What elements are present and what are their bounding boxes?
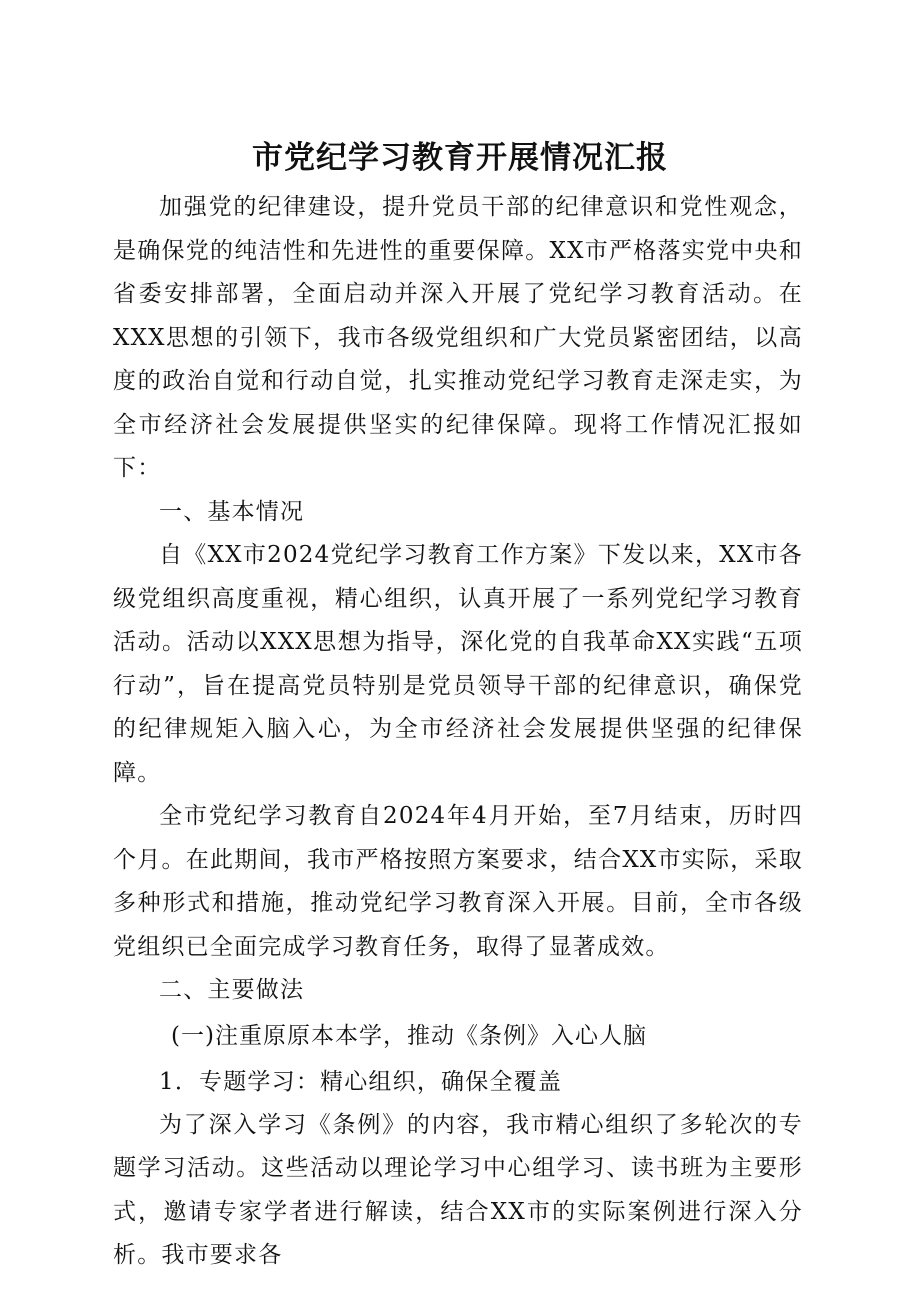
item-heading-1: 1．专题学习：精心组织，确保全覆盖 — [159, 1068, 563, 1095]
section-heading-main-practices: 二、主要做法 — [159, 977, 305, 1003]
section-heading-basic-situation: 一、基本情况 — [159, 498, 305, 525]
item1-paragraph: 为了深入学习《条例》的内容，我市精心组织了多轮次的专题学习活动。这些活动以理论学习中心组学习、读书班为主要形式，邀请专家学者进行解读，结合XX市的实际案例进行深入分析。我市要求各 — [113, 1111, 803, 1268]
section1-paragraph-1: 自《XX市2024党纪学习教育工作方案》下发以来，XX市各级党组织高度重视，精心组织，认真开展了一系列党纪学习教育活动。活动以XXX思想为指导，深化党的自我革命XX实践“五项行动”，旨在提高党员特别是党员领导干部的纪律意识，确保党的纪律规矩入脑入心，为全市经济社会发展提供坚强的纪律保障。 — [113, 542, 803, 786]
section1-paragraph-2: 全市党纪学习教育自2024年4月开始，至7月结束，历时四个月。在此期间，我市严格按照方案要求，结合XX市实际，采取多种形式和措施，推动党纪学习教育深入开展。目前，全市各级党组织已全面完成学习教育任务，取得了显著成效。 — [113, 803, 803, 960]
intro-paragraph: 加强党的纪律建设，提升党员干部的纪律意识和党性观念，是确保党的纯洁性和先进性的重要保障。XX市严格落实党中央和省委安排部署，全面启动并深入开展了党纪学习教育活动。在XXX思想的引领下，我市各级党组织和广大党员紧密团结，以高度的政治自觉和行动自觉，扎实推动党纪学习教育走深走实，为全市经济社会发展提供坚实的纪律保障。现将工作情况汇报如下： — [113, 194, 803, 481]
document-body — [113, 186, 803, 1278]
subsection-heading-1: (一)注重原原本本学，推动《条例》入心人脑 — [171, 1022, 647, 1049]
document-title: 市党纪学习教育开展情况汇报 — [252, 140, 668, 176]
